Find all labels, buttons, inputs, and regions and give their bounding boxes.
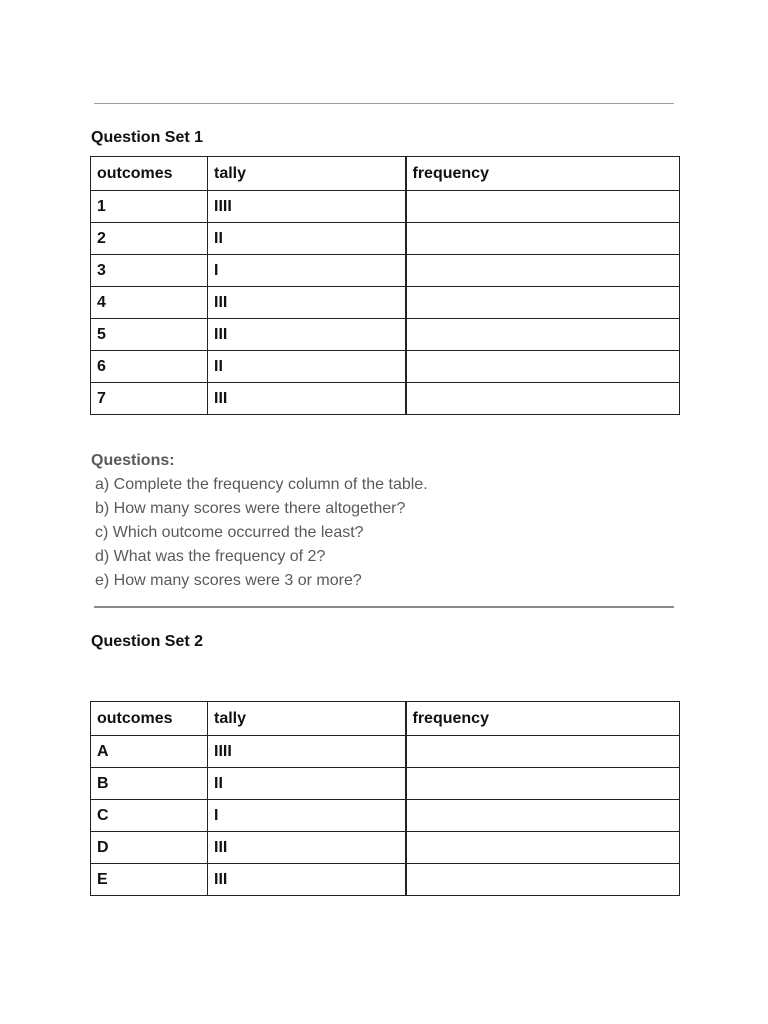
header-frequency: frequency (406, 702, 680, 736)
outcome-cell: E (91, 864, 208, 896)
question-set-2-table (90, 701, 680, 896)
frequency-cell[interactable] (406, 287, 680, 319)
frequency-cell[interactable] (406, 768, 680, 800)
frequency-cell[interactable] (406, 255, 680, 287)
outcome-cell: 2 (91, 223, 208, 255)
tally-cell: I (208, 800, 406, 832)
question-set-1-table (90, 156, 680, 415)
question-item: a) Complete the frequency column of the table. (95, 476, 428, 493)
frequency-cell[interactable] (406, 800, 680, 832)
header-outcomes: outcomes (91, 702, 208, 736)
frequency-cell[interactable] (406, 736, 680, 768)
header-outcomes: outcomes (91, 157, 208, 191)
tally-cell: III (208, 287, 406, 319)
tally-cell: IIII (208, 191, 406, 223)
frequency-cell[interactable] (406, 864, 680, 896)
questions-list (91, 473, 691, 593)
tally-cell: II (208, 768, 406, 800)
questions-section (91, 449, 691, 593)
tally-cell: II (208, 351, 406, 383)
frequency-cell[interactable] (406, 832, 680, 864)
frequency-cell[interactable] (406, 223, 680, 255)
question-item: d) What was the frequency of 2? (95, 548, 326, 565)
question-set-2-title: Question Set 2 (91, 633, 204, 650)
frequency-cell[interactable] (406, 351, 680, 383)
table-row (91, 223, 680, 255)
outcome-cell: 5 (91, 319, 208, 351)
top-divider (94, 103, 674, 104)
tally-cell: III (208, 864, 406, 896)
tally-cell: II (208, 223, 406, 255)
table-row (91, 864, 680, 896)
outcome-cell: C (91, 800, 208, 832)
table-row (91, 832, 680, 864)
outcome-cell: 6 (91, 351, 208, 383)
tally-cell: III (208, 383, 406, 415)
question-item: e) How many scores were 3 or more? (95, 572, 362, 589)
question-set-1-title: Question Set 1 (91, 129, 204, 146)
question-item: b) How many scores were there altogether? (95, 500, 406, 517)
frequency-cell[interactable] (406, 191, 680, 223)
table-row (91, 255, 680, 287)
tally-cell: IIII (208, 736, 406, 768)
header-tally: tally (208, 702, 406, 736)
frequency-cell[interactable] (406, 383, 680, 415)
outcome-cell: 4 (91, 287, 208, 319)
outcome-cell: 1 (91, 191, 208, 223)
header-tally: tally (208, 157, 406, 191)
table-header-row (91, 702, 680, 736)
frequency-cell[interactable] (406, 319, 680, 351)
table-row (91, 319, 680, 351)
outcome-cell: 7 (91, 383, 208, 415)
table-header-row (91, 157, 680, 191)
outcome-cell: D (91, 832, 208, 864)
tally-cell: I (208, 255, 406, 287)
table-row (91, 351, 680, 383)
table-row (91, 191, 680, 223)
table-row (91, 736, 680, 768)
question-item: c) Which outcome occurred the least? (95, 524, 364, 541)
outcome-cell: 3 (91, 255, 208, 287)
table-row (91, 800, 680, 832)
tally-cell: III (208, 832, 406, 864)
table-row (91, 383, 680, 415)
table-row (91, 768, 680, 800)
outcome-cell: B (91, 768, 208, 800)
questions-heading: Questions: (91, 452, 175, 469)
section-divider (94, 606, 674, 608)
header-frequency: frequency (406, 157, 680, 191)
table-row (91, 287, 680, 319)
outcome-cell: A (91, 736, 208, 768)
tally-cell: III (208, 319, 406, 351)
